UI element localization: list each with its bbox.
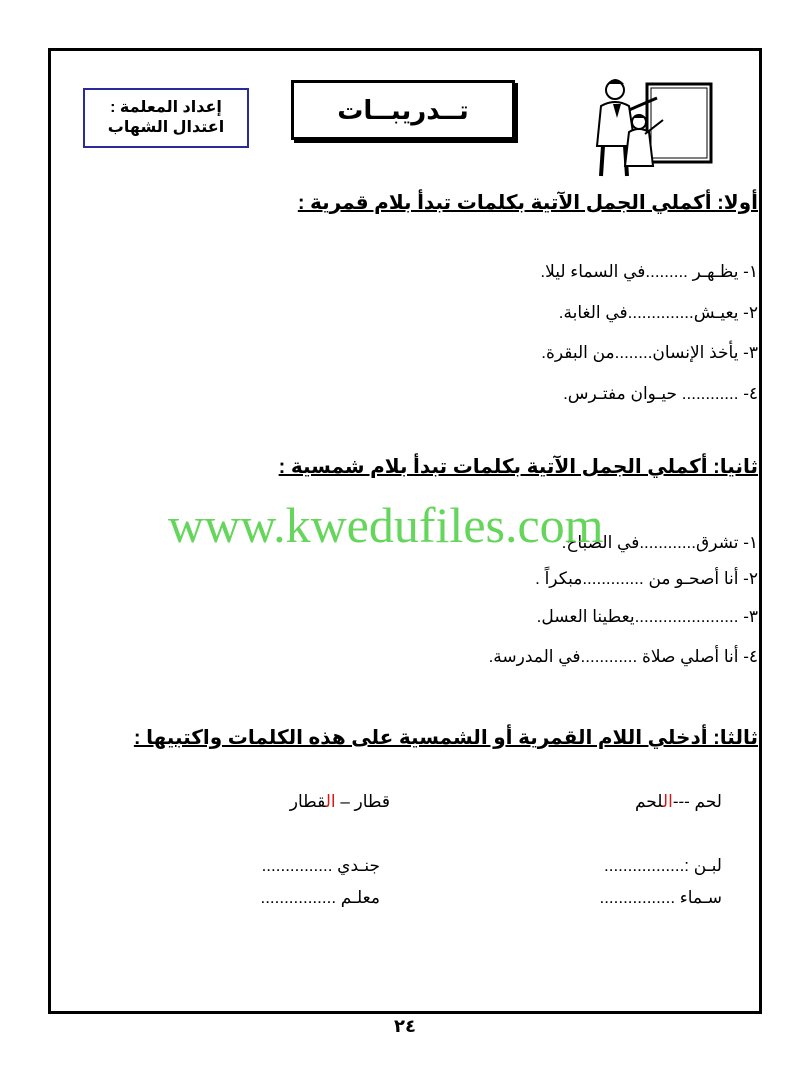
teacher-name: اعتدال الشهاب (107, 119, 225, 136)
section2-item-4: ٤- أنا أصلي صلاة ............في المدرسة. (488, 647, 758, 666)
section1-item-3: ٣- يأخذ الإنسان........من البقرة. (541, 343, 758, 362)
teacher-label: إعداد المعلمة : (110, 99, 222, 116)
blank-word-1: لبـن :................. (604, 856, 722, 875)
example-2-prefix: ال (325, 792, 336, 811)
example-1-rest: لحم (634, 792, 663, 811)
example-1 (635, 792, 722, 812)
blank-word-2: جنـدي ............... (261, 856, 380, 875)
example-1-word: لحم --- (672, 792, 722, 811)
example-2 (290, 792, 390, 812)
section2-item-3: ٣- ......................يعطينا العسل. (536, 607, 758, 626)
section1-heading: أولا: أكملي الجمل الآتية بكلمات تبدأ بلام قمرية : (297, 192, 758, 214)
watermark: www.kwedufiles.com (168, 497, 604, 553)
section2-item-2: ٢- أنا أصحـو من .............مبكراً . (535, 569, 758, 588)
blank-word-4: معلـم ................ (260, 888, 380, 907)
example-1-prefix: ال (662, 792, 673, 811)
example-2-word: قطار – (335, 792, 390, 811)
blank-word-3: سـماء ................ (599, 888, 722, 907)
page-number: ٢٤ (394, 1016, 416, 1036)
section3-heading: ثالثا: أدخلي اللام القمرية أو الشمسية على هذه الكلمات واكتبيها : (133, 727, 758, 749)
section1-item-2: ٢- يعيـش..............في الغابة. (558, 303, 758, 322)
section1-item-1: ١- يظـهـر .........في السماء ليلا. (540, 262, 758, 281)
section1-item-4: ٤- ............ حيـوان مفتـرس. (563, 384, 758, 403)
section2-heading: ثانيا: أكملي الجمل الآتية بكلمات تبدأ بلام شمسية : (278, 456, 758, 478)
teacher-at-board-illustration (585, 70, 715, 180)
example-2-rest: قطار (289, 792, 326, 811)
page-title-text: تــدريبــات (337, 94, 469, 125)
teacher-credit-box (83, 88, 249, 148)
page-title (291, 80, 515, 140)
section2-item-1: ١- تشرق............في الصباح. (561, 533, 758, 552)
